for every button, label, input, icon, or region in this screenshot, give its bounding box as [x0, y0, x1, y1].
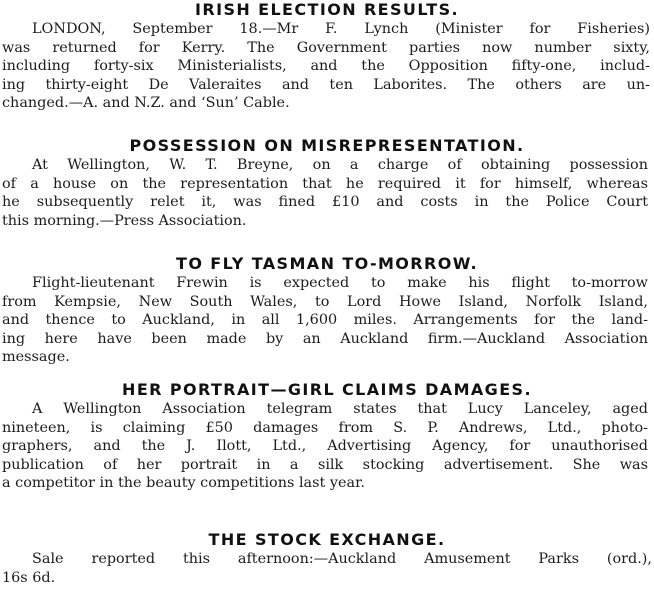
- body-line: Sale reported this afternoon:—Auckland Amusement Parks (ord.),: [32, 551, 652, 567]
- body-line: of a house on the representation that he required it for himself, whereas: [2, 175, 648, 192]
- article-body: [0, 274, 654, 367]
- body-line: from Kempsie, New South Wales, to Lord Howe Island, Norfolk Island,: [2, 293, 648, 310]
- body-line: including forty-six Ministerialists, and the Opposition fifty-one, includ-: [2, 58, 650, 75]
- body-line: 16s 6d.: [2, 569, 56, 586]
- body-line: LONDON, September 18.—Mr F. Lynch (Minister for Fisheries): [32, 21, 650, 37]
- article-headline: THE STOCK EXCHANGE.: [208, 530, 446, 549]
- article-body: [0, 156, 654, 230]
- article-possession-on-misrepresentation: [0, 136, 654, 230]
- article-body: [0, 550, 654, 587]
- article-irish-election-results: [0, 0, 654, 113]
- body-line: publication of her portrait in a silk stocking advertisement. She was: [2, 456, 648, 473]
- body-line: ing here have been made by an Auckland firm.—Auckland Association: [2, 330, 648, 347]
- article-the-stock-exchange: [0, 530, 654, 587]
- article-body: [0, 400, 654, 493]
- body-line: he subsequently relet it, was fined £10 and costs in the Police Court: [2, 194, 648, 211]
- body-line: changed.—A. and N.Z. and ‘Sun’ Cable.: [2, 95, 290, 112]
- body-line: this morning.—Press Association.: [2, 212, 247, 229]
- article-headline: TO FLY TASMAN TO-MORROW.: [176, 254, 478, 273]
- body-line: was returned for Kerry. The Government parties now number sixty,: [2, 39, 650, 56]
- article-to-fly-tasman-tomorrow: [0, 254, 654, 367]
- body-line: message.: [2, 349, 70, 366]
- article-body: [0, 20, 654, 113]
- article-her-portrait-girl-claims-damages: [0, 380, 654, 493]
- body-line: nineteen, is claiming £50 damages from S. P. Andrews, Ltd., photo-: [2, 419, 648, 436]
- body-line: At Wellington, W. T. Breyne, on a charge of obtaining possession: [32, 157, 648, 173]
- article-headline: POSSESSION ON MISREPRESENTATION.: [129, 136, 525, 155]
- body-line: graphers, and the J. Ilott, Ltd., Advertising Agency, for unauthorised: [2, 438, 648, 455]
- article-headline: HER PORTRAIT—GIRL CLAIMS DAMAGES.: [122, 380, 532, 399]
- body-line: ing thirty-eight De Valeraites and ten Laborites. The others are un-: [2, 76, 650, 93]
- body-line: Flight-lieutenant Frewin is expected to make his flight to-morrow: [32, 275, 648, 291]
- body-line: a competitor in the beauty competitions last year.: [2, 475, 365, 492]
- article-headline: IRISH ELECTION RESULTS.: [195, 0, 459, 19]
- body-line: and thence to Auckland, in all 1,600 miles. Arrangements for the land-: [2, 312, 648, 329]
- body-line: A Wellington Association telegram states that Lucy Lanceley, aged: [32, 401, 648, 417]
